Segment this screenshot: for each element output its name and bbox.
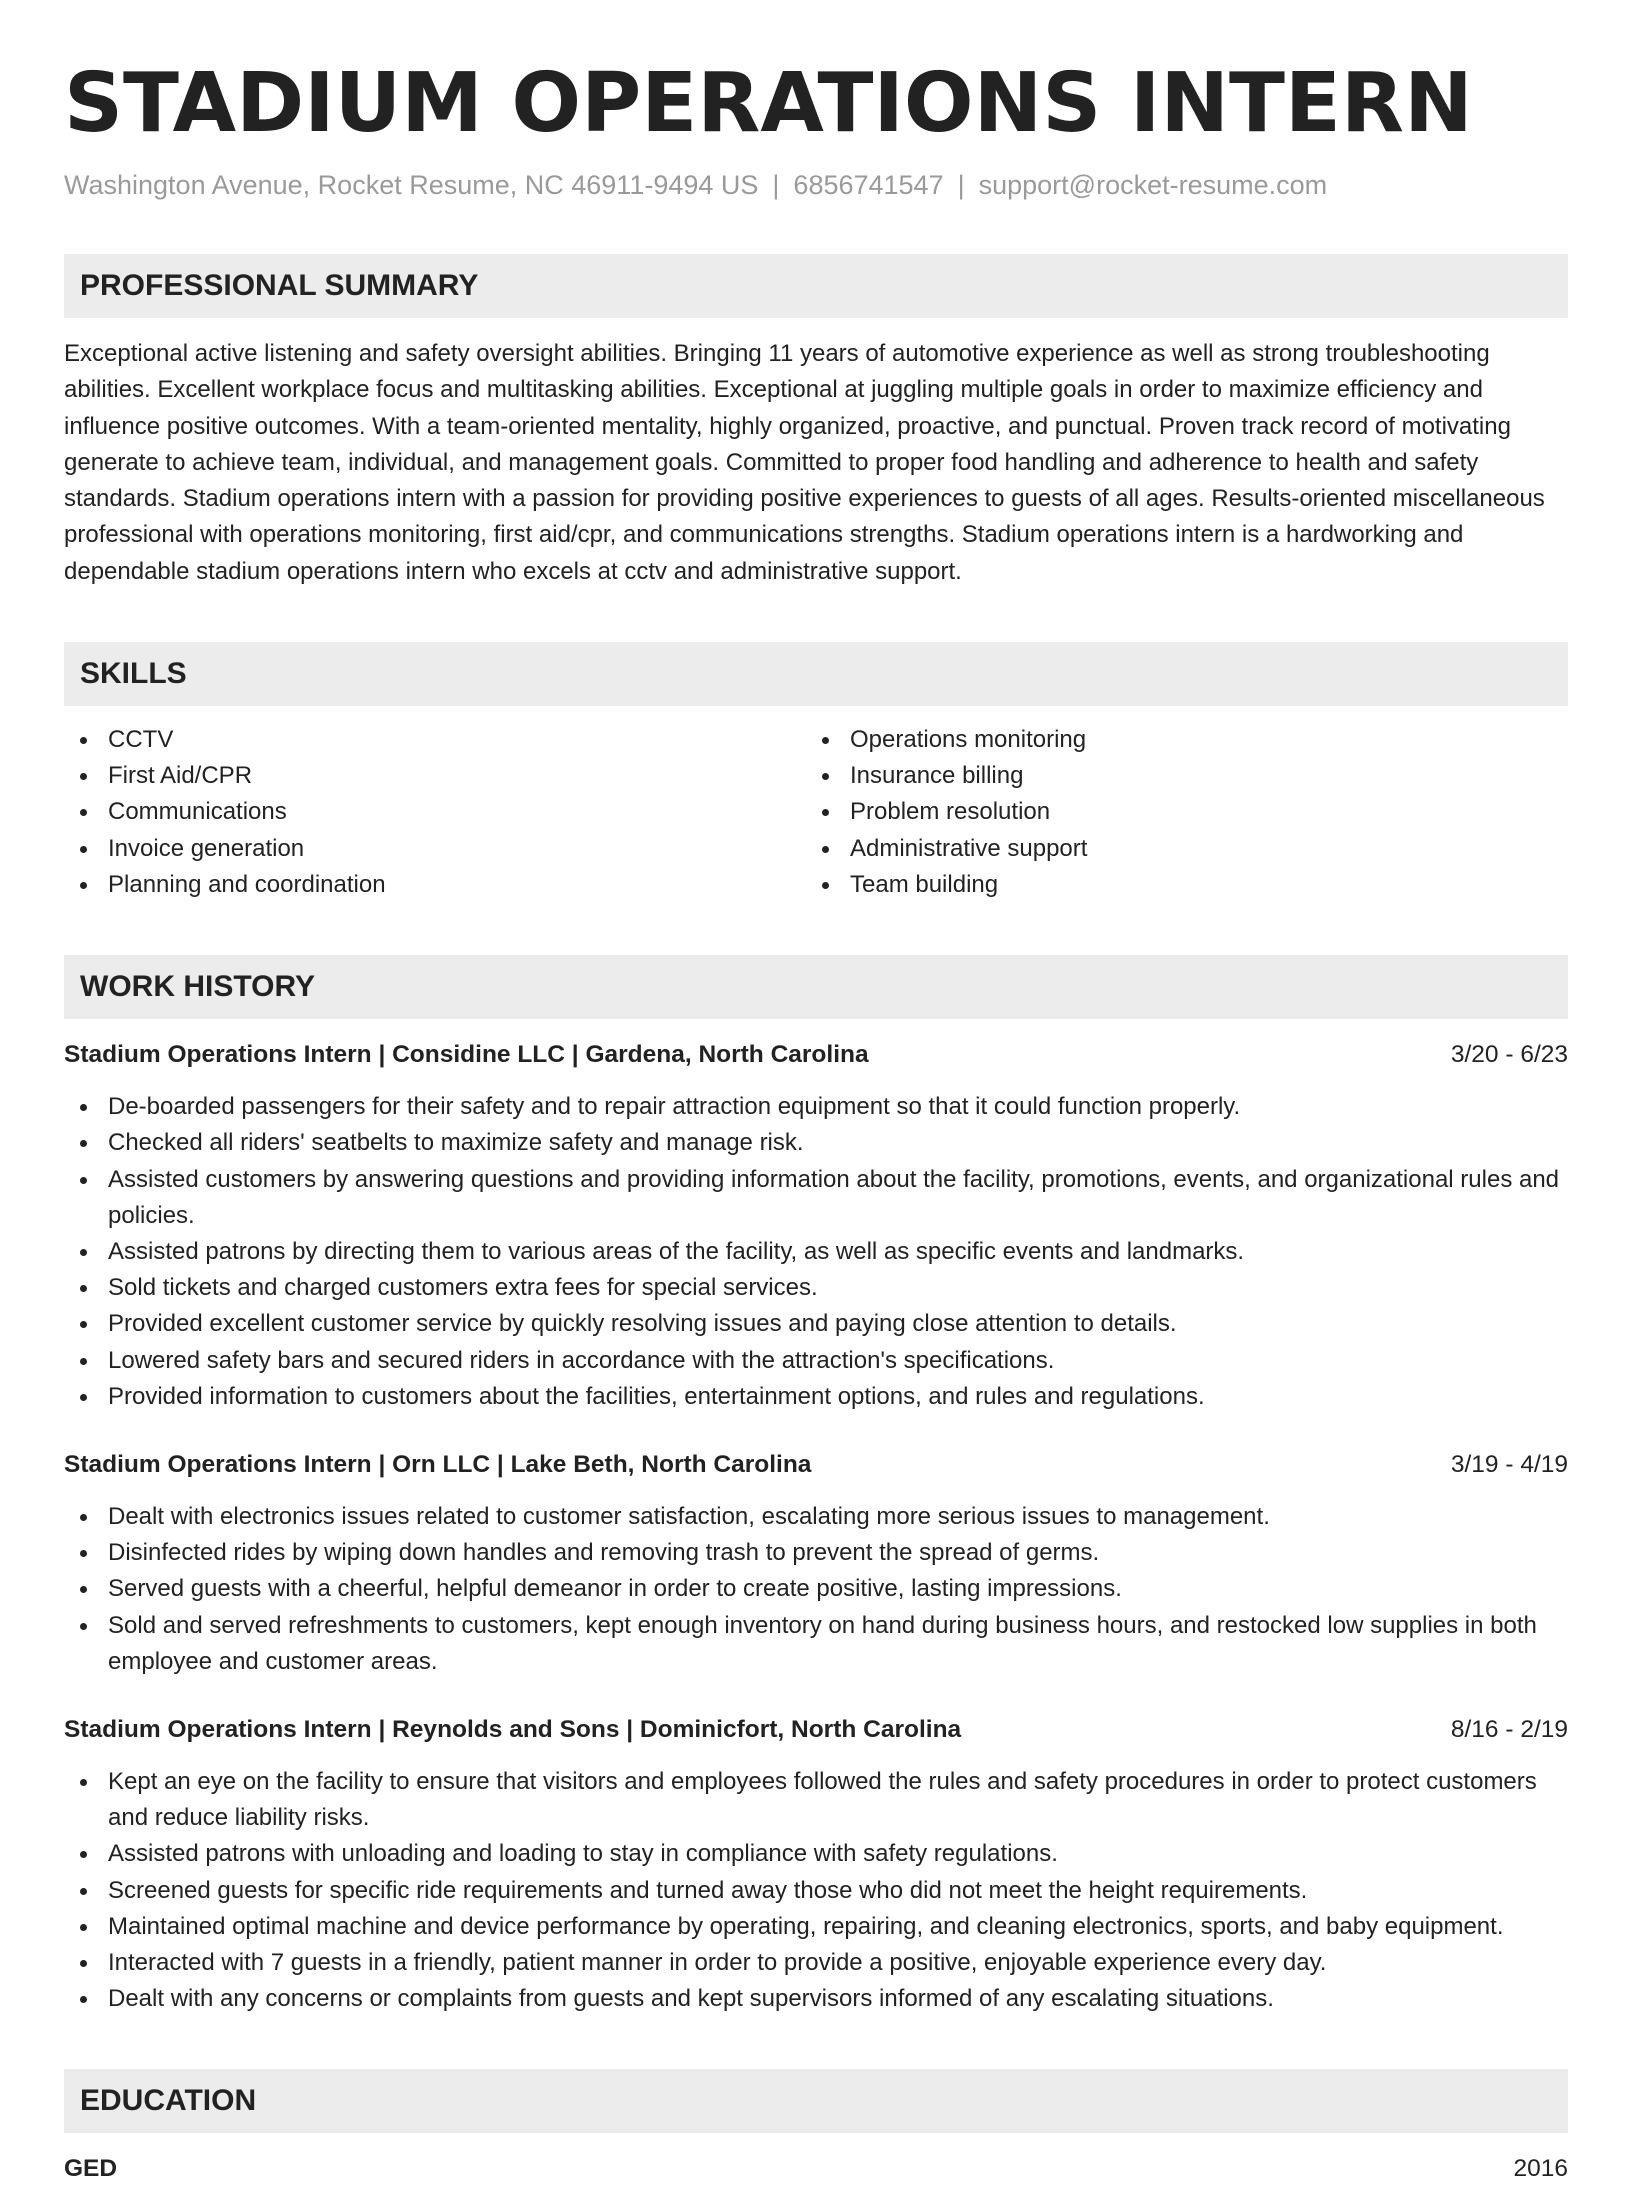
job-entry: [64, 1037, 1568, 1415]
skill-item: Administrative support: [806, 831, 1548, 867]
job-bullet: Screened guests for specific ride requirements and turned away those who did not meet the height requirements.: [64, 1873, 1568, 1909]
skill-item: Invoice generation: [64, 831, 806, 867]
candidate-name: STADIUM OPERATIONS INTERN: [64, 56, 1473, 151]
job-bullet: Provided information to customers about the facilities, entertainment options, and rules and regulations.: [64, 1379, 1568, 1415]
skills-heading: SKILLS: [64, 642, 1568, 706]
job-title: Stadium Operations Intern | Reynolds and Sons | Dominicfort, North Carolina: [64, 1715, 962, 1743]
contact-phone: 6856741547: [793, 170, 944, 200]
job-header: [64, 1447, 1568, 1483]
job-bullets: [64, 1499, 1568, 1680]
education-degree: GED: [64, 2155, 118, 2183]
job-bullet: Provided excellent customer service by quickly resolving issues and paying close attention to details.: [64, 1306, 1568, 1342]
education-heading: EDUCATION: [64, 2069, 1568, 2133]
job-entry: [64, 1712, 1568, 2017]
work-history-heading: WORK HISTORY: [64, 955, 1568, 1019]
job-bullet: De-boarded passengers for their safety and to repair attraction equipment so that it could function properly.: [64, 1089, 1568, 1125]
job-bullet: Checked all riders' seatbelts to maximize safety and manage risk.: [64, 1125, 1568, 1161]
job-entry: [64, 1447, 1568, 1680]
job-bullet: Dealt with electronics issues related to customer satisfaction, escalating more serious issues to management.: [64, 1499, 1568, 1535]
job-dates: 3/20 - 6/23: [1450, 1041, 1568, 1069]
job-bullet: Maintained optimal machine and device performance by operating, repairing, and cleaning electronics, sports, and baby equipment.: [64, 1909, 1568, 1945]
skill-item: First Aid/CPR: [64, 758, 806, 794]
resume-page: [64, 56, 1568, 2187]
job-title: Stadium Operations Intern | Orn LLC | Lake Beth, North Carolina: [64, 1450, 812, 1478]
contact-separator: |: [957, 170, 965, 200]
job-bullet: Sold and served refreshments to customers, kept enough inventory on hand during business hours, and restocked low supplies in both employee and customer areas.: [64, 1608, 1568, 1680]
contact-separator: |: [772, 170, 780, 200]
job-bullet: Served guests with a cheerful, helpful demeanor in order to create positive, lasting impressions.: [64, 1571, 1568, 1607]
job-title: Stadium Operations Intern | Considine LLC | Gardena, North Carolina: [64, 1041, 869, 1069]
summary-heading: PROFESSIONAL SUMMARY: [64, 254, 1568, 318]
job-bullet: Assisted patrons by directing them to various areas of the facility, as well as specific events and landmarks.: [64, 1234, 1568, 1270]
skill-item: Problem resolution: [806, 794, 1548, 830]
job-header: [64, 1037, 1568, 1073]
job-bullets: [64, 1089, 1568, 1415]
contact-address: Washington Avenue, Rocket Resume, NC 46911-9494 US: [64, 170, 759, 200]
skill-item: Insurance billing: [806, 758, 1548, 794]
job-bullet: Disinfected rides by wiping down handles and removing trash to prevent the spread of germs.: [64, 1535, 1568, 1571]
job-bullets: [64, 1764, 1568, 2017]
education-year: 2016: [1513, 2155, 1568, 2183]
job-bullet: Sold tickets and charged customers extra fees for special services.: [64, 1270, 1568, 1306]
skills-columns: [64, 722, 1568, 903]
job-bullet: Dealt with any concerns or complaints from guests and kept supervisors informed of any escalating situations.: [64, 1981, 1568, 2017]
summary-text: Exceptional active listening and safety oversight abilities. Bringing 11 years of automotive experience as well as strong troubleshooting abilities. Excellent workplace focus and multitasking abilities. Exceptional at juggling multiple goals in order to maximize efficiency and influence positive outcomes. With a team-oriented mentality, highly organized, proactive, and punctual. Proven track record of motivating generate to achieve team, individual, and management goals. Committed to proper food handling and adherence to health and safety standards. Stadium operations intern with a passion for providing positive experiences to guests of all ages. Results-oriented miscellaneous professional with operations monitoring, first aid/cpr, and communications strengths. Stadium operations intern is a hardworking and dependable stadium operations intern who excels at cctv and administrative support.: [64, 340, 1545, 585]
skill-item: Communications: [64, 794, 806, 830]
job-bullet: Lowered safety bars and secured riders in accordance with the attraction's specifications.: [64, 1343, 1568, 1379]
job-header: [64, 1712, 1568, 1748]
job-dates: 8/16 - 2/19: [1450, 1715, 1568, 1743]
skills-left-column: [64, 722, 806, 903]
skill-item: CCTV: [64, 722, 806, 758]
job-bullet: Kept an eye on the facility to ensure that visitors and employees followed the rules and safety procedures in order to protect customers and reduce liability risks.: [64, 1764, 1568, 1836]
skill-item: Operations monitoring: [806, 722, 1548, 758]
job-bullet: Interacted with 7 guests in a friendly, patient manner in order to provide a positive, enjoyable experience every day.: [64, 1945, 1568, 1981]
skills-right-column: [806, 722, 1548, 903]
job-bullet: Assisted customers by answering questions and providing information about the facility, promotions, events, and organizational rules and policies.: [64, 1162, 1568, 1234]
job-dates: 3/19 - 4/19: [1450, 1450, 1568, 1478]
contact-email: support@rocket-resume.com: [978, 170, 1328, 200]
skill-item: Planning and coordination: [64, 867, 806, 903]
education-entry: [64, 2151, 1568, 2187]
job-bullet: Assisted patrons with unloading and loading to stay in compliance with safety regulations.: [64, 1836, 1568, 1872]
skill-item: Team building: [806, 867, 1548, 903]
contact-line: [64, 168, 1568, 202]
